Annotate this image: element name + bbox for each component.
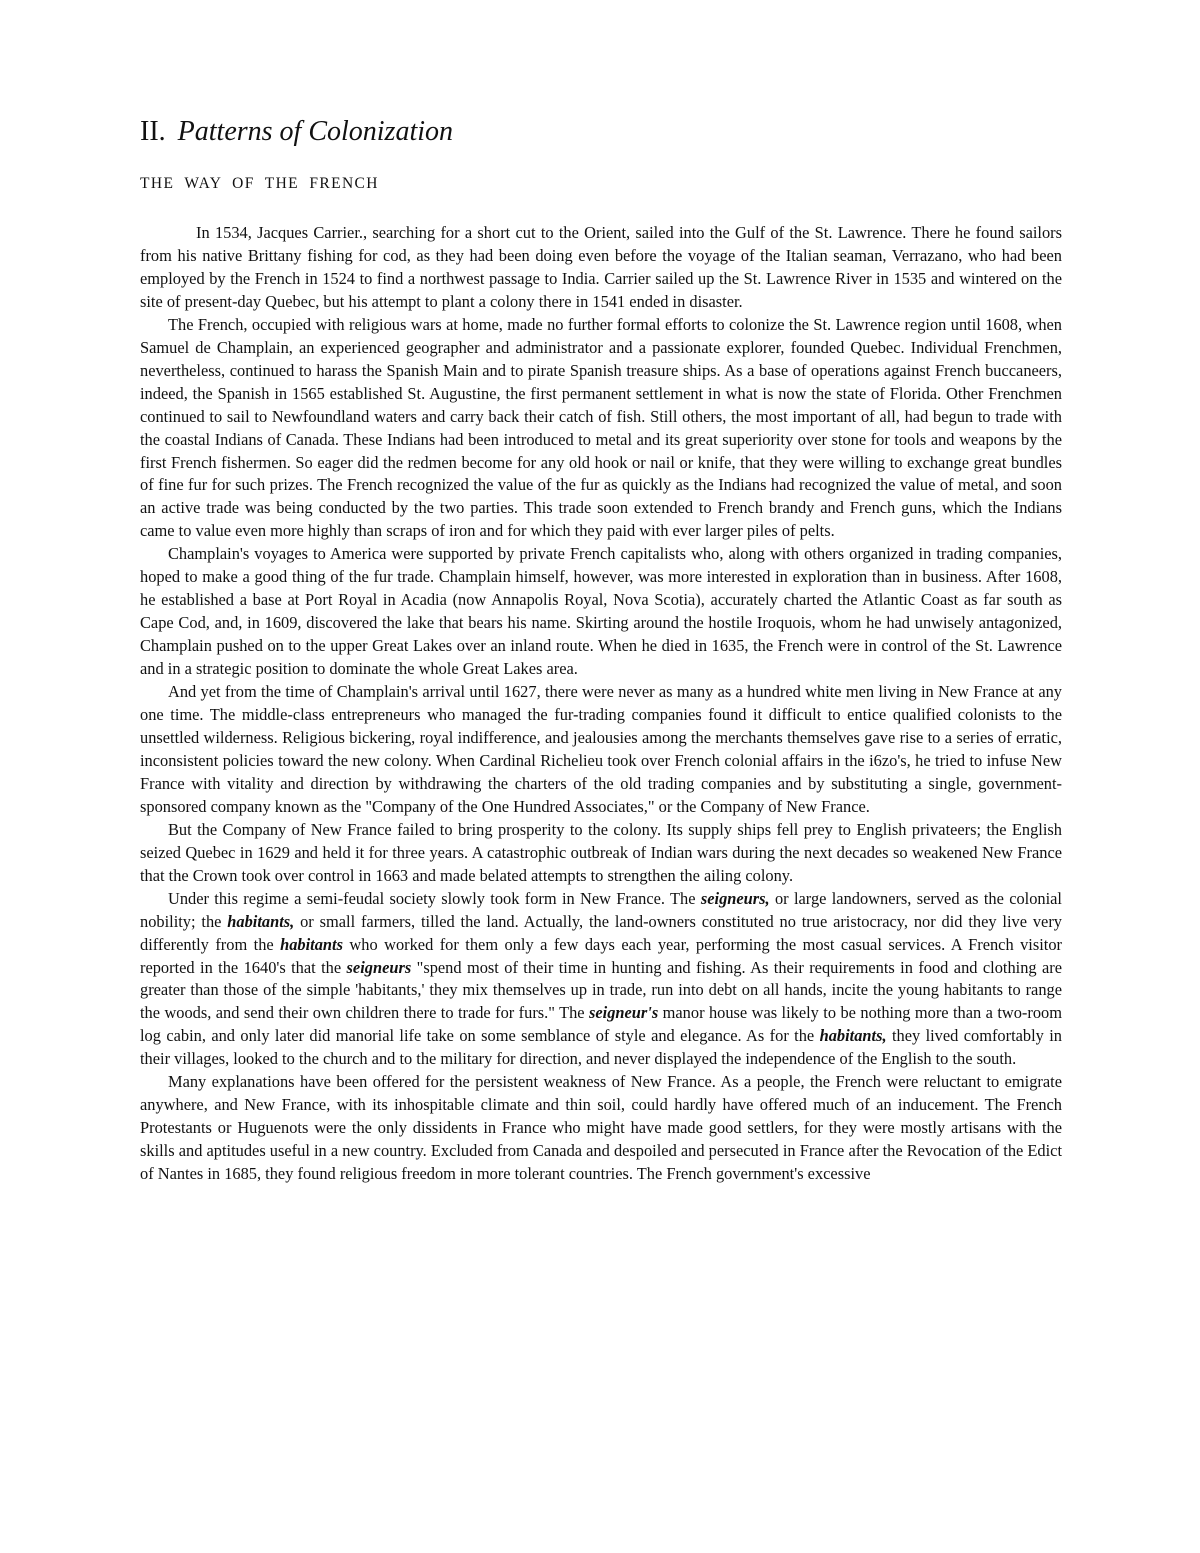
paragraph xyxy=(140,681,1062,819)
text-run: But the Company of New France failed to bring prosperity to the colony. Its supply ships fell prey to English privateers; the English seized Quebec in 1629 and held it for three years. A catastrophic outbreak of Indian wars during the next decades so weakened New France that the Crown took over control in 1663 and made belated attempts to strengthen the ailing colony. xyxy=(140,819,1062,885)
text-run: manor house was likely to be nothing more than a two-room log cabin, and only later did manorial life take on some semblance of style and elegance. As for the xyxy=(140,1003,1062,1046)
paragraph xyxy=(140,888,1062,1072)
text-run: In 1534, Jacques Carrier., searching for a short cut to the Orient, sailed into the Gulf of the St. Lawrence. There he found sailors from his native Brittany fishing for cod, as they had been doing even before the voyage of the Italian seaman, Verrazano, who had been employed by the French in 1524 to find a northwest passage to India. Carrier sailed up the St. Lawrence River in 1535 and wintered on the site of present-day Quebec, but his attempt to plant a colony there in 1541 ended in disaster. xyxy=(140,223,1062,311)
text-run: who worked for them only a few days each year, performing the most casual services. A French visitor reported in the 1640's that the xyxy=(140,934,1062,977)
text-run: Under this regime a semi-feudal society slowly took form in New France. The xyxy=(168,888,701,908)
italic-term: seigneurs, xyxy=(700,888,770,908)
text-run: or large landowners, served as the colonial nobility; the xyxy=(140,888,1062,931)
section-heading: THE WAY OF THE FRENCH xyxy=(140,175,379,192)
paragraph xyxy=(140,543,1062,681)
italic-term: habitants xyxy=(280,934,343,954)
paragraph xyxy=(140,222,1062,314)
text-run: The French, occupied with religious wars at home, made no further formal efforts to colonize the St. Lawrence region until 1608, when Samuel de Champlain, an experienced geographer and administrator and a passionate explorer, founded Quebec. Individual Frenchmen, nevertheless, continued to harass the Spanish Main and to pirate Spanish treasure ships. As a base of operations against French buccaneers, indeed, the Spanish in 1565 established St. Augustine, the first permanent settlement in what is now the state of Florida. Other Frenchmen continued to sail to Newfoundland waters and carry back their catch of fish. Still others, the most important of all, had begun to trade with the coastal Indians of Canada. These Indians had been introduced to metal and its great superiority over stone for tools and weapons by the first French fishermen. So eager did the redmen become for any old hook or nail or knife, that they were willing to exchange great bundles of fine fur for such prizes. The French recognized the value of the fur as quickly as the Indians had recognized the value of metal, and soon an active trade was being conducted by the two parties. This trade soon extended to French brandy and French guns, which the Indians came to value even more highly than scraps of iron and for which they paid with ever larger piles of pelts. xyxy=(140,314,1062,541)
paragraph xyxy=(140,1071,1062,1186)
chapter-name: Patterns of Colonization xyxy=(177,116,454,147)
paragraph xyxy=(140,819,1062,888)
italic-term: habitants, xyxy=(819,1026,887,1046)
text-run: they lived comfortably in their villages, looked to the church and to the military for direction, and never displayed the independence of the English to the south. xyxy=(140,1026,1062,1069)
chapter-title xyxy=(140,116,453,148)
italic-term: seigneur's xyxy=(589,1003,659,1023)
text-run: Champlain's voyages to America were supported by private French capitalists who, along with others organized in trading companies, hoped to make a good thing of the fur trade. Champlain himself, however, was more interested in exploration than in business. After 1608, he established a base at Port Royal in Acadia (now Annapolis Royal, Nova Scotia), accurately charted the Atlantic Coast as far south as Cape Cod, and, in 1609, discovered the lake that bears his name. Skirting around the hostile Iroquois, whom he had unwisely antagonized, Champlain pushed on to the upper Great Lakes over an inland route. When he died in 1635, the French were in control of the St. Lawrence and in a strategic position to dominate the whole Great Lakes area. xyxy=(140,544,1062,679)
text-run: or small farmers, tilled the land. Actually, the land-owners constituted no true aristocracy, nor did they live very differently from the xyxy=(140,911,1062,954)
chapter-number: II. xyxy=(140,116,166,147)
paragraph xyxy=(140,314,1062,544)
text-run: "spend most of their time in hunting and fishing. As their requirements in food and clothing are greater than those of the simple 'habitants,' they mix themselves up in trade, run into debt on all hands, incite the young habitants to range the woods, and send their own children there to trade for furs." The xyxy=(140,957,1062,1023)
text-run: And yet from the time of Champlain's arrival until 1627, there were never as many as a hundred white men living in New France at any one time. The middle-class entrepreneurs who managed the fur-trading companies found it difficult to entice qualified colonists to the unsettled wilderness. Religious bickering, royal indifference, and jealousies among the merchants themselves gave rise to a series of erratic, inconsistent policies toward the new colony. When Cardinal Richelieu took over French colonial affairs in the i6zo's, he tried to infuse New France with vitality and direction by withdrawing the charters of the old trading companies and by substituting a single, government-sponsored company known as the "Company of the One Hundred Associates," or the Company of New France. xyxy=(140,682,1062,816)
text-run: Many explanations have been offered for the persistent weakness of New France. As a people, the French were reluctant to emigrate anywhere, and New France, with its inhospitable climate and thin soil, could hardly have offered much of an inducement. The French Protestants or Huguenots were the only dissidents in France who might have made good settlers, for they were mostly artisans with the skills and aptitudes useful in a new country. Excluded from Canada and despoiled and persecuted in France after the Revocation of the Edict of Nantes in 1685, they found religious freedom in more tolerant countries. The French government's excessive xyxy=(140,1072,1062,1184)
italic-term: habitants, xyxy=(227,911,295,931)
italic-term: seigneurs xyxy=(346,957,412,977)
body-text xyxy=(140,222,1062,1186)
